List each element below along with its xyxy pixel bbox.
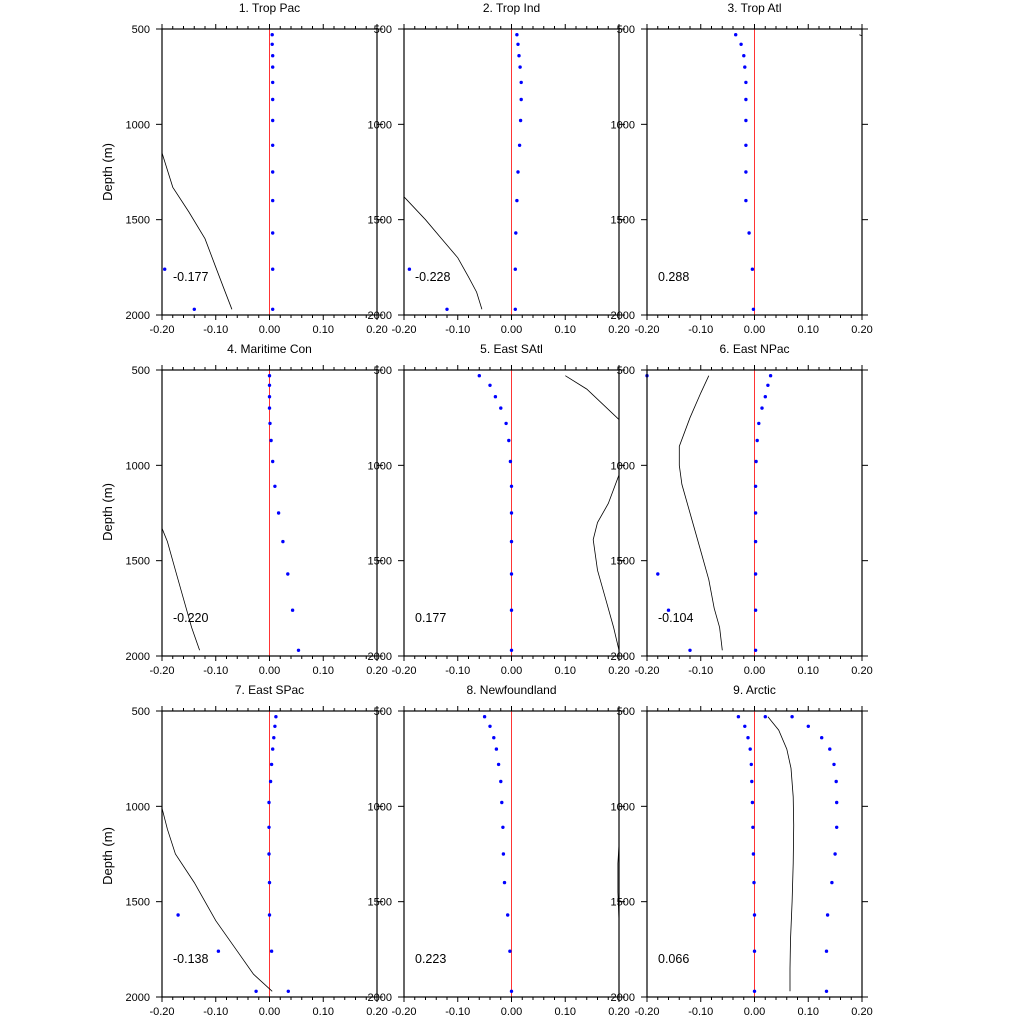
panel-3	[611, 1, 873, 336]
data-point	[656, 572, 659, 575]
panel-2	[368, 1, 630, 336]
data-point	[509, 460, 512, 463]
data-point	[271, 144, 274, 147]
data-point	[835, 801, 838, 804]
data-point	[271, 231, 274, 234]
x-tick-label: -0.10	[203, 665, 229, 677]
y-tick-label: 500	[131, 365, 150, 377]
data-point	[499, 406, 502, 409]
data-point	[507, 439, 510, 442]
data-point	[514, 308, 517, 311]
data-point	[514, 231, 517, 234]
panel-9	[611, 683, 873, 1018]
data-point	[520, 81, 523, 84]
y-tick-label: 1000	[610, 119, 635, 132]
x-tick-label: 0.20	[366, 1006, 388, 1018]
data-point	[743, 65, 746, 68]
correlation-profile-line	[565, 376, 619, 651]
data-point	[277, 511, 280, 514]
data-point	[508, 950, 511, 953]
y-tick-label: 500	[616, 24, 635, 36]
data-point	[271, 65, 274, 68]
data-point	[267, 852, 270, 855]
x-tick-label: 0.00	[258, 665, 281, 677]
correlation-profile-line	[162, 528, 200, 650]
data-point	[756, 439, 759, 442]
data-point	[281, 540, 284, 543]
x-tick-label: 0.20	[851, 324, 873, 336]
y-tick-label: 2000	[367, 992, 392, 1004]
data-point	[825, 990, 828, 993]
y-tick-label: 2000	[125, 992, 150, 1004]
y-tick-label: 1500	[610, 896, 635, 909]
panel-title: 6. East NPac	[719, 342, 790, 356]
y-axis-label-row-1: Depth (m)	[100, 143, 115, 201]
data-point	[271, 33, 274, 36]
correlation-annotation: 0.177	[415, 611, 447, 625]
data-point	[483, 715, 486, 718]
y-tick-label: 1500	[367, 555, 392, 568]
x-tick-label: 0.10	[797, 324, 819, 336]
data-point	[826, 913, 829, 916]
data-point	[751, 826, 754, 829]
data-point	[193, 308, 196, 311]
data-point	[515, 33, 518, 36]
data-point	[828, 747, 831, 750]
data-point	[268, 374, 271, 377]
x-tick-label: 0.00	[500, 1006, 523, 1018]
data-point	[271, 54, 274, 57]
data-point	[769, 374, 772, 377]
data-point	[488, 384, 491, 387]
correlation-annotation: 0.223	[415, 952, 447, 966]
y-tick-label: 1500	[125, 214, 150, 227]
data-point	[254, 990, 257, 993]
y-tick-label: 2000	[610, 992, 635, 1004]
data-point	[688, 649, 691, 652]
data-point	[272, 736, 275, 739]
data-point	[519, 119, 522, 122]
x-tick-label: -0.20	[391, 324, 417, 336]
x-tick-label: 0.00	[743, 1006, 766, 1018]
y-tick-label: 2000	[610, 310, 635, 322]
data-point	[291, 609, 294, 612]
data-point	[271, 170, 274, 173]
data-point	[501, 826, 504, 829]
data-point	[744, 119, 747, 122]
data-point	[514, 268, 517, 271]
data-point	[408, 268, 411, 271]
data-point	[510, 485, 513, 488]
data-point	[830, 881, 833, 884]
data-point	[744, 98, 747, 101]
data-point	[510, 649, 513, 652]
y-tick-label: 1000	[610, 460, 635, 473]
data-point	[492, 736, 495, 739]
y-tick-label: 2000	[125, 651, 150, 663]
data-point	[503, 881, 506, 884]
data-point	[510, 572, 513, 575]
data-point	[163, 268, 166, 271]
x-tick-label: 0.10	[312, 1006, 334, 1018]
panel-title: 8. Newfoundland	[466, 683, 557, 697]
data-point	[760, 406, 763, 409]
data-point	[268, 406, 271, 409]
data-point	[271, 268, 274, 271]
data-point	[752, 852, 755, 855]
correlation-profile-line	[162, 153, 232, 309]
data-point	[271, 98, 274, 101]
data-point	[754, 511, 757, 514]
y-tick-label: 500	[616, 365, 635, 377]
x-tick-label: -0.20	[634, 665, 660, 677]
data-point	[286, 572, 289, 575]
x-tick-label: -0.10	[203, 324, 229, 336]
data-point	[742, 54, 745, 57]
x-tick-label: 0.20	[608, 665, 630, 677]
data-point	[273, 485, 276, 488]
panel-4	[126, 342, 388, 677]
correlation-annotation: -0.104	[658, 611, 694, 625]
data-point	[820, 736, 823, 739]
x-tick-label: -0.20	[149, 665, 175, 677]
data-point	[518, 65, 521, 68]
x-tick-label: 0.20	[366, 324, 388, 336]
data-point	[754, 540, 757, 543]
data-point	[495, 747, 498, 750]
data-point	[270, 950, 273, 953]
correlation-annotation: 0.288	[658, 270, 690, 284]
y-tick-label: 2000	[367, 310, 392, 322]
y-axis-label-row-3: Depth (m)	[100, 827, 115, 885]
x-tick-label: 0.00	[743, 665, 766, 677]
y-tick-label: 1000	[367, 119, 392, 132]
data-point	[297, 649, 300, 652]
x-tick-label: -0.10	[445, 1006, 471, 1018]
data-point	[268, 913, 271, 916]
data-point	[478, 374, 481, 377]
data-point	[510, 990, 513, 993]
y-tick-label: 1500	[367, 214, 392, 227]
data-point	[751, 268, 754, 271]
data-point	[271, 199, 274, 202]
data-point	[488, 725, 491, 728]
data-point	[752, 308, 755, 311]
data-point	[274, 715, 277, 718]
x-tick-label: 0.00	[500, 324, 523, 336]
x-tick-label: -0.20	[149, 324, 175, 336]
data-point	[737, 715, 740, 718]
y-tick-label: 500	[616, 706, 635, 718]
data-point	[271, 43, 274, 46]
data-point	[754, 485, 757, 488]
data-point	[744, 199, 747, 202]
data-point	[749, 747, 752, 750]
y-tick-label: 1500	[125, 555, 150, 568]
panel-6	[611, 342, 873, 677]
x-tick-label: 0.00	[258, 1006, 281, 1018]
data-point	[267, 826, 270, 829]
data-point	[734, 33, 737, 36]
y-tick-label: 1000	[125, 801, 150, 814]
x-tick-label: 0.10	[312, 665, 334, 677]
panel-title: 9. Arctic	[733, 683, 776, 697]
data-point	[273, 725, 276, 728]
correlation-annotation: 0.066	[658, 952, 690, 966]
x-tick-label: 0.10	[554, 1006, 576, 1018]
x-tick-label: 0.20	[851, 665, 873, 677]
x-tick-label: 0.20	[851, 1006, 873, 1018]
panel-1	[126, 1, 388, 336]
data-point	[271, 308, 274, 311]
panel-5	[368, 342, 630, 677]
data-point	[515, 199, 518, 202]
correlation-profile-line	[679, 376, 722, 651]
data-point	[754, 460, 757, 463]
data-point	[271, 119, 274, 122]
x-tick-label: -0.20	[634, 1006, 660, 1018]
data-point	[176, 913, 179, 916]
panel-title: 5. East SAtl	[480, 342, 543, 356]
y-tick-label: 2000	[610, 651, 635, 663]
correlation-profile-line	[404, 197, 482, 309]
panel-7	[126, 683, 388, 1018]
correlation-annotation: -0.220	[173, 611, 209, 625]
y-tick-label: 500	[131, 706, 150, 718]
data-point	[269, 780, 272, 783]
x-tick-label: -0.10	[688, 324, 714, 336]
y-tick-label: 500	[131, 24, 150, 36]
data-point	[754, 609, 757, 612]
data-point	[753, 990, 756, 993]
panel-title: 7. East SPac	[234, 683, 305, 697]
data-point	[835, 780, 838, 783]
panel-title: 2. Trop Ind	[482, 1, 541, 15]
x-tick-label: 0.10	[554, 665, 576, 677]
data-point	[517, 54, 520, 57]
x-tick-label: 0.20	[366, 665, 388, 677]
data-point	[752, 881, 755, 884]
panel-title: 1. Trop Pac	[238, 1, 301, 15]
data-point	[271, 747, 274, 750]
y-tick-label: 500	[373, 365, 392, 377]
data-point	[757, 422, 760, 425]
data-point	[747, 231, 750, 234]
y-tick-label: 1500	[367, 896, 392, 909]
x-tick-label: 0.20	[608, 324, 630, 336]
data-point	[753, 950, 756, 953]
data-point	[516, 43, 519, 46]
data-point	[766, 384, 769, 387]
data-point	[520, 98, 523, 101]
x-tick-label: 0.00	[258, 324, 281, 336]
data-point	[494, 395, 497, 398]
data-point	[502, 852, 505, 855]
data-point	[833, 852, 836, 855]
x-tick-label: 0.10	[554, 324, 576, 336]
data-point	[744, 144, 747, 147]
data-point	[445, 308, 448, 311]
data-point	[271, 460, 274, 463]
x-tick-label: -0.20	[391, 665, 417, 677]
panel-title: 3. Trop Atl	[727, 1, 782, 15]
data-point	[790, 715, 793, 718]
data-point	[744, 170, 747, 173]
data-point	[269, 439, 272, 442]
data-point	[217, 950, 220, 953]
correlation-annotation: -0.228	[415, 270, 451, 284]
y-tick-label: 1000	[125, 460, 150, 473]
y-tick-label: 1000	[367, 801, 392, 814]
y-tick-label: 1000	[610, 801, 635, 814]
y-tick-label: 2000	[125, 310, 150, 322]
correlation-profile-line	[768, 717, 794, 992]
y-tick-label: 1000	[367, 460, 392, 473]
y-tick-label: 2000	[367, 651, 392, 663]
data-point	[764, 395, 767, 398]
x-tick-label: 0.10	[797, 1006, 819, 1018]
data-point	[835, 826, 838, 829]
x-tick-label: 0.00	[500, 665, 523, 677]
correlation-annotation: -0.177	[173, 270, 209, 284]
data-point	[497, 763, 500, 766]
data-point	[743, 725, 746, 728]
x-tick-label: -0.20	[391, 1006, 417, 1018]
panels-group	[126, 1, 873, 1018]
data-point	[510, 609, 513, 612]
x-tick-label: -0.20	[149, 1006, 175, 1018]
x-tick-label: -0.10	[445, 324, 471, 336]
y-tick-label: 500	[373, 24, 392, 36]
x-tick-label: -0.10	[445, 665, 471, 677]
data-point	[753, 913, 756, 916]
y-axis-label-row-2: Depth (m)	[100, 483, 115, 541]
data-point	[750, 763, 753, 766]
data-point	[268, 384, 271, 387]
data-point	[267, 801, 270, 804]
x-tick-label: 0.10	[797, 665, 819, 677]
data-point	[510, 540, 513, 543]
data-point	[287, 990, 290, 993]
y-tick-label: 1500	[610, 214, 635, 227]
y-tick-label: 1000	[125, 119, 150, 132]
data-point	[510, 511, 513, 514]
data-point	[506, 913, 509, 916]
x-tick-label: 0.00	[743, 324, 766, 336]
data-point	[504, 422, 507, 425]
x-tick-label: 0.10	[312, 324, 334, 336]
data-point	[832, 763, 835, 766]
x-tick-label: -0.10	[688, 1006, 714, 1018]
data-point	[518, 144, 521, 147]
y-tick-label: 1500	[125, 896, 150, 909]
data-point	[807, 725, 810, 728]
data-point	[746, 736, 749, 739]
panel-title: 4. Maritime Con	[227, 342, 312, 356]
data-point	[764, 715, 767, 718]
correlation-annotation: -0.138	[173, 952, 209, 966]
y-tick-label: 500	[373, 706, 392, 718]
data-point	[268, 881, 271, 884]
data-point	[499, 780, 502, 783]
data-point	[754, 649, 757, 652]
data-point	[739, 43, 742, 46]
data-point	[744, 81, 747, 84]
data-point	[270, 763, 273, 766]
data-point	[271, 81, 274, 84]
x-tick-label: -0.20	[634, 324, 660, 336]
x-tick-label: 0.20	[608, 1006, 630, 1018]
data-point	[750, 780, 753, 783]
data-point	[751, 801, 754, 804]
data-point	[500, 801, 503, 804]
data-point	[516, 170, 519, 173]
data-point	[268, 395, 271, 398]
data-point	[825, 950, 828, 953]
data-point	[754, 572, 757, 575]
x-tick-label: -0.10	[688, 665, 714, 677]
x-tick-label: -0.10	[203, 1006, 229, 1018]
y-tick-label: 1500	[610, 555, 635, 568]
data-point	[268, 422, 271, 425]
panel-8	[368, 683, 630, 1018]
